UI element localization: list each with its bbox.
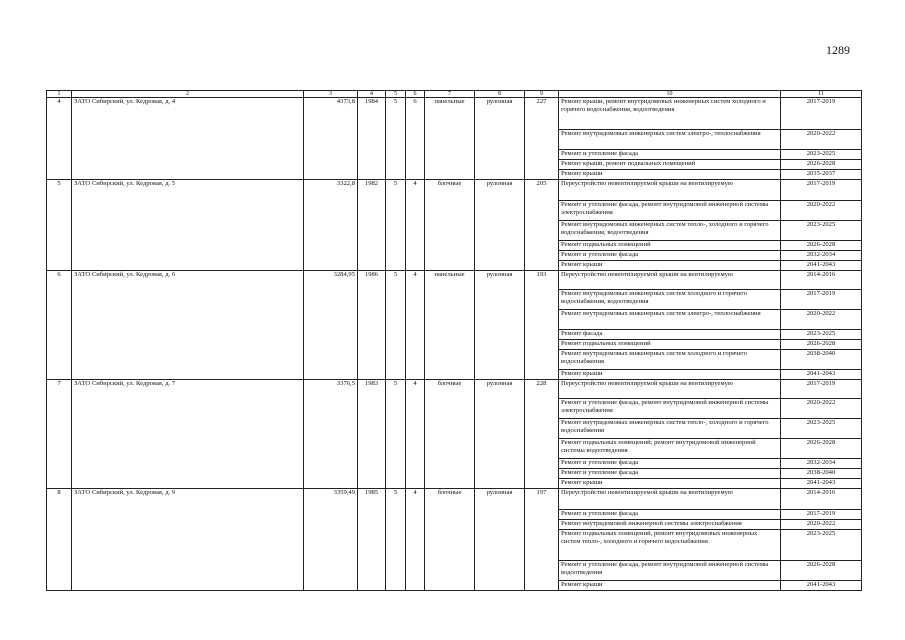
cell-area: 3376,5 xyxy=(304,380,358,489)
cell-period: 2014-2016 xyxy=(781,271,862,290)
cell-period: 2041-2043 xyxy=(781,479,862,489)
cell-work-type: Ремонт внутридомовых инженерных систем электро-, теплоснабжения xyxy=(559,310,781,330)
cell-period: 2041-2043 xyxy=(781,261,862,271)
table-row xyxy=(47,180,862,201)
cell-work-type: Ремонт и утепление фасада xyxy=(559,459,781,469)
cell-area: 3284,95 xyxy=(304,271,358,380)
cell-area: 3359,49 xyxy=(304,489,358,591)
cell-work-type: Ремонт подвальных помещений; ремонт внутридомовой инженерной системы водоотведения xyxy=(559,439,781,459)
cell-entrances: 4 xyxy=(406,380,425,489)
cell-work-type: Ремонт и утепление фасада, ремонт внутридомовой инженерной системы электроснабжения xyxy=(559,399,781,419)
column-header-10: 10 xyxy=(559,91,781,98)
cell-work-type: Ремонт крыши xyxy=(559,261,781,271)
cell-period: 2017-2019 xyxy=(781,290,862,310)
cell-entrances: 4 xyxy=(406,489,425,591)
cell-wall: блочные xyxy=(425,180,475,271)
cell-year: 1986 xyxy=(358,271,386,380)
cell-work-type: Ремонт внутридомовых инженерных систем тепло-, холодного и горячего водоснабжения xyxy=(559,419,781,439)
cell-floors: 5 xyxy=(386,271,406,380)
cell-work-type: Ремонт и утепление фасада, ремонт внутридомовой инженерной системы водоотведения xyxy=(559,561,781,581)
cell-period: 2032-2034 xyxy=(781,459,862,469)
page-number: 1289 xyxy=(826,43,850,57)
cell-work-type: Ремонт крыши xyxy=(559,479,781,489)
cell-period: 2020-2022 xyxy=(781,310,862,330)
cell-year: 1984 xyxy=(358,98,386,180)
cell-area: 3322,8 xyxy=(304,180,358,271)
cell-period: 2020-2022 xyxy=(781,201,862,221)
cell-address: ЗАТО Сибирский, ул. Кедровая, д. 9 xyxy=(72,489,304,591)
cell-address: ЗАТО Сибирский, ул. Кедровая, д. 5 xyxy=(72,180,304,271)
cell-year: 1982 xyxy=(358,180,386,271)
table-row xyxy=(47,271,862,290)
cell-work-type: Переустройство невентилируемой крыши на вентилируемую xyxy=(559,489,781,510)
cell-work-type: Переустройство невентилируемой крыши на вентилируемую xyxy=(559,380,781,399)
cell-roof: рулонная xyxy=(475,489,525,591)
cell-floors: 5 xyxy=(386,380,406,489)
column-header-2: 2 xyxy=(72,91,304,98)
table-row xyxy=(47,489,862,510)
cell-address: ЗАТО Сибирский, ул. Кедровая, д. 4 xyxy=(72,98,304,180)
cell-year: 1985 xyxy=(358,489,386,591)
cell-floors: 5 xyxy=(386,180,406,271)
cell-wall: блочные xyxy=(425,489,475,591)
cell-work-type: Ремонт крыши xyxy=(559,170,781,180)
cell-num: 8 xyxy=(47,489,72,591)
column-header-7: 7 xyxy=(425,91,475,98)
cell-work-type: Ремонт и утепление фасада xyxy=(559,469,781,479)
cell-period: 2026-2028 xyxy=(781,160,862,170)
cell-period: 2020-2022 xyxy=(781,520,862,530)
cell-area: 4373,8 xyxy=(304,98,358,180)
cell-work-type: Ремонт внутридомовой инженерной системы электроснабжения xyxy=(559,520,781,530)
cell-work-type: Ремонт крыши xyxy=(559,370,781,380)
cell-work-type: Ремонт и утепление фасада, ремонт внутридомовой инженерной системы электроснабжения xyxy=(559,201,781,221)
column-header-3: 3 xyxy=(304,91,358,98)
cell-period: 2032-2034 xyxy=(781,251,862,261)
cell-floors: 5 xyxy=(386,489,406,591)
cell-num: 7 xyxy=(47,380,72,489)
cell-residents: 228 xyxy=(525,380,559,489)
column-header-9: 9 xyxy=(525,91,559,98)
cell-num: 6 xyxy=(47,271,72,380)
cell-entrances: 4 xyxy=(406,180,425,271)
capital-repair-table xyxy=(46,90,862,591)
cell-work-type: Ремонт крыши xyxy=(559,581,781,591)
column-header-5: 5 xyxy=(386,91,406,98)
cell-wall: панельные xyxy=(425,98,475,180)
cell-work-type: Ремонт подвальных помещений, ремонт внутридомовых инженерных систем тепло-, холодного и горячего водоснабжения xyxy=(559,530,781,561)
cell-period: 2038-2040 xyxy=(781,469,862,479)
cell-period: 2038-2040 xyxy=(781,350,862,370)
cell-period: 2023-2025 xyxy=(781,221,862,241)
cell-work-type: Переустройство невентилируемой крыши на вентилируемую xyxy=(559,271,781,290)
cell-work-type: Ремонт внутридомовых инженерных систем электро-, теплоснабжения xyxy=(559,130,781,150)
cell-num: 5 xyxy=(47,180,72,271)
cell-entrances: 4 xyxy=(406,271,425,380)
cell-roof: рулонная xyxy=(475,271,525,380)
cell-period: 2017-2019 xyxy=(781,510,862,520)
cell-work-type: Ремонт и утепление фасада xyxy=(559,510,781,520)
cell-entrances: 6 xyxy=(406,98,425,180)
cell-period: 2023-2025 xyxy=(781,530,862,561)
cell-work-type: Ремонт фасада xyxy=(559,330,781,340)
cell-period: 2017-2019 xyxy=(781,380,862,399)
cell-work-type: Ремонт и утепление фасада xyxy=(559,150,781,160)
column-header-6: 6 xyxy=(406,91,425,98)
cell-residents: 197 xyxy=(525,489,559,591)
cell-period: 2020-2022 xyxy=(781,399,862,419)
cell-wall: блочные xyxy=(425,380,475,489)
cell-year: 1983 xyxy=(358,380,386,489)
header-row xyxy=(47,91,862,98)
cell-residents: 205 xyxy=(525,180,559,271)
cell-period: 2017-2019 xyxy=(781,98,862,130)
cell-work-type: Ремонт внутридомовых инженерных систем холодного и горячего водоснабжения xyxy=(559,350,781,370)
table-row xyxy=(47,98,862,130)
cell-wall: панельные xyxy=(425,271,475,380)
cell-roof: рулонная xyxy=(475,180,525,271)
cell-period: 2026-2028 xyxy=(781,241,862,251)
cell-residents: 193 xyxy=(525,271,559,380)
cell-period: 2023-2025 xyxy=(781,150,862,160)
cell-work-type: Ремонт внутридомовых инженерных систем холодного и горячего водоснабжения, водоотведения xyxy=(559,290,781,310)
table-row xyxy=(47,380,862,399)
cell-roof: рулонная xyxy=(475,98,525,180)
cell-num: 4 xyxy=(47,98,72,180)
cell-work-type: Ремонт внутридомовых инженерных систем тепло-, холодного и горячего водоснабжения, водоотведения xyxy=(559,221,781,241)
cell-period: 2041-2043 xyxy=(781,581,862,591)
cell-work-type: Ремонт подвальных помещений xyxy=(559,340,781,350)
cell-work-type: Переустройство невентилируемой крыши на вентилируемую xyxy=(559,180,781,201)
cell-work-type: Ремонт и утепление фасада xyxy=(559,251,781,261)
cell-period: 2017-2019 xyxy=(781,180,862,201)
cell-residents: 227 xyxy=(525,98,559,180)
column-header-1: 1 xyxy=(47,91,72,98)
cell-work-type: Ремонт крыши, ремонт внутридомовых инженерных систем холодного и горячего водоснабжения, водоотведения xyxy=(559,98,781,130)
table-body xyxy=(47,91,862,591)
cell-work-type: Ремонт подвальных помещений xyxy=(559,241,781,251)
cell-floors: 5 xyxy=(386,98,406,180)
column-header-4: 4 xyxy=(358,91,386,98)
column-header-8: 8 xyxy=(475,91,525,98)
cell-period: 2026-2028 xyxy=(781,439,862,459)
column-header-11: 11 xyxy=(781,91,862,98)
cell-roof: рулонная xyxy=(475,380,525,489)
cell-period: 2023-2025 xyxy=(781,419,862,439)
cell-period: 2026-2028 xyxy=(781,561,862,581)
cell-address: ЗАТО Сибирский, ул. Кедровая, д. 7 xyxy=(72,380,304,489)
cell-period: 2023-2025 xyxy=(781,330,862,340)
cell-period: 2026-2028 xyxy=(781,340,862,350)
cell-period: 2041-2043 xyxy=(781,370,862,380)
cell-work-type: Ремонт крыши, ремонт подвальных помещений xyxy=(559,160,781,170)
cell-period: 2014-2016 xyxy=(781,489,862,510)
cell-period: 2035-2037 xyxy=(781,170,862,180)
cell-address: ЗАТО Сибирский, ул. Кедровая, д. 6 xyxy=(72,271,304,380)
cell-period: 2020-2022 xyxy=(781,130,862,150)
